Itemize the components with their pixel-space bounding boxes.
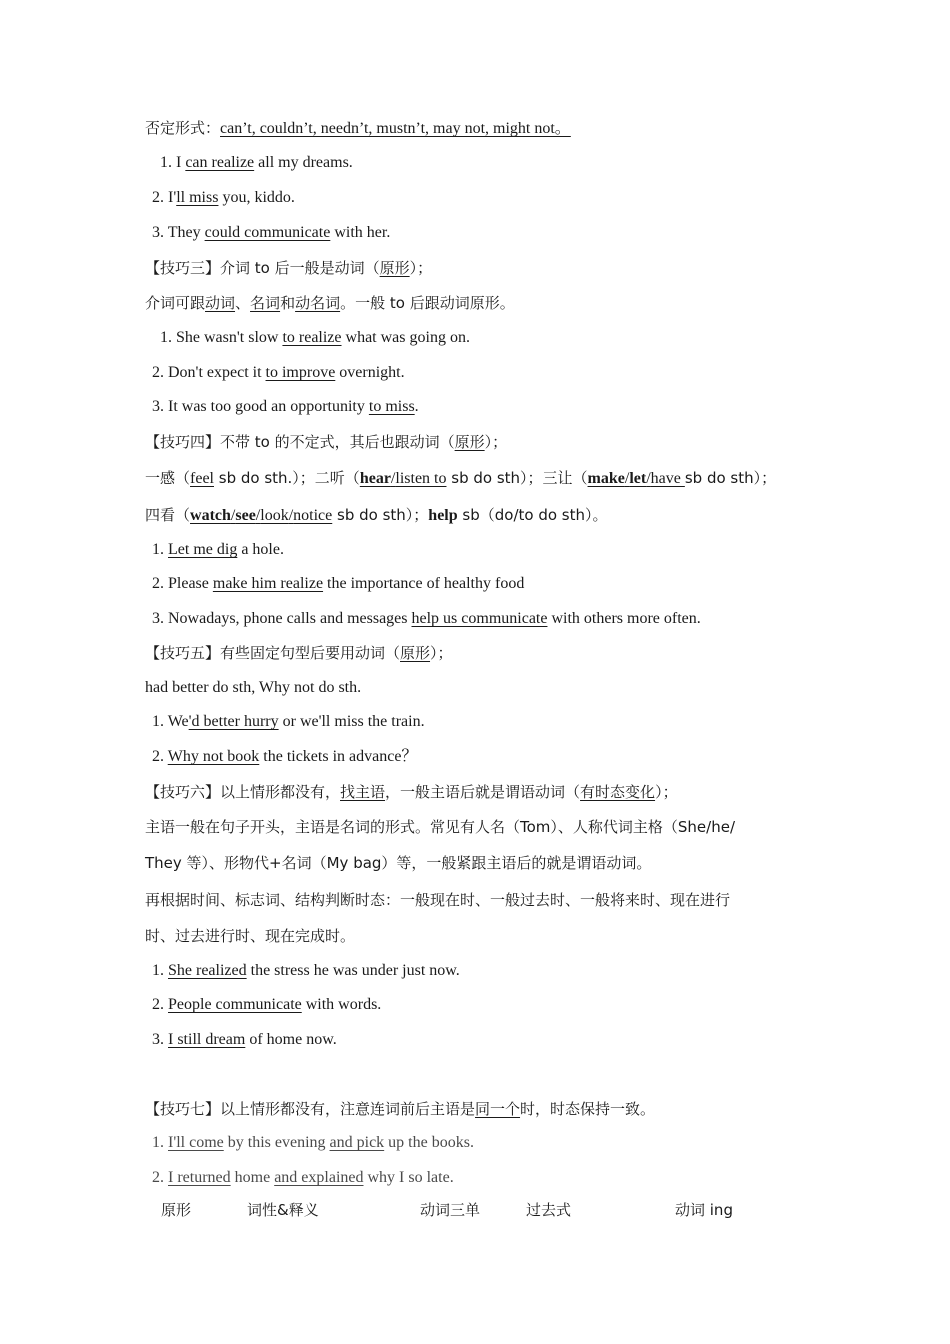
example-underlined: help us communicate <box>411 610 548 627</box>
example-number: 3. It was too good an opportunity <box>152 398 369 415</box>
tip4-heading-text: 【技巧四】不带 to 的不定式，其后也跟动词（ <box>145 433 455 451</box>
header-third-person: 动词三单 <box>420 1201 481 1219</box>
negative-forms: can’t, couldn’t, needn’t, mustn’t, may not, might not。 <box>220 120 571 137</box>
tip5-heading-text: 【技巧五】有些固定句型后要用动词（ <box>145 644 401 662</box>
rule-sep: / <box>288 507 294 524</box>
example-rest: all my dreams. <box>254 154 353 171</box>
tip3-desc-verb: 动词 <box>205 294 236 312</box>
example-number: 2. <box>152 996 168 1013</box>
example-underlined: could communicate <box>204 224 331 241</box>
tip3-heading-underline: 原形 <box>379 259 410 277</box>
rule-text: sb do sth.）；二听（ <box>214 469 360 487</box>
example-number: 2. I' <box>152 189 177 206</box>
example-rest: with others more often. <box>547 610 701 627</box>
example-rest: the stress he was under just now. <box>246 962 460 979</box>
tip6-paragraph-1: 主语一般在句子开头，主语是名词的形式。常见有人名（Tom）、人称代词主格（She/he/ <box>145 818 736 836</box>
header-past-tense: 过去式 <box>526 1201 572 1219</box>
rule-text: 一感（ <box>145 469 191 487</box>
tip3-desc-sep: 和 <box>280 294 296 312</box>
tip4-rule-line-1 <box>145 468 776 489</box>
tip3-desc-sep: 、 <box>235 294 251 312</box>
example-modal-2 <box>152 188 295 208</box>
example-number: 1. We <box>152 713 189 730</box>
tip6-paragraph-2: They 等）、形物代+名词（My bag）等，一般紧跟主语后的就是谓语动词。 <box>145 854 652 872</box>
example-underlined: to miss <box>368 398 415 415</box>
example-modal-1 <box>160 153 353 173</box>
rule-verb: notice <box>293 507 333 524</box>
rule-verb: listen to <box>395 470 447 487</box>
tip3-example-3 <box>152 397 419 417</box>
example-rest: with her. <box>330 224 391 241</box>
example-rest: . <box>414 398 419 415</box>
example-rest: why I so late. <box>363 1169 454 1186</box>
rule-text: sb do sth）； <box>332 506 429 524</box>
rule-sep: / <box>390 470 396 487</box>
example-underlined: She realized <box>168 962 247 979</box>
example-number: 1. <box>152 1134 168 1151</box>
tip5-heading-end: ）； <box>430 644 453 662</box>
example-underlined: and pick <box>329 1134 385 1151</box>
example-rest: up the books. <box>384 1134 474 1151</box>
example-rest: a hole. <box>237 541 284 558</box>
example-rest: the tickets in advance？ <box>259 748 418 765</box>
tip3-example-1 <box>160 328 470 348</box>
tip3-example-2 <box>152 363 405 383</box>
example-underlined: can realize <box>185 154 255 171</box>
tip7-heading-underline: 同一个 <box>475 1100 521 1118</box>
rule-text: sb do sth）； <box>684 469 777 487</box>
tip4-example-2 <box>152 574 524 594</box>
tip6-paragraph-3: 再根据时间、标志词、结构判断时态：一般现在时、一般过去时、一般将来时、现在进行 <box>145 891 731 909</box>
tip4-heading <box>145 432 507 452</box>
rule-verb: have <box>650 470 685 487</box>
example-modal-3 <box>152 223 390 243</box>
example-number: 3. They <box>152 224 205 241</box>
tip6-heading-underline: 找主语 <box>340 783 386 801</box>
tip5-heading <box>145 643 453 663</box>
rule-sep: / <box>624 470 630 487</box>
tip4-rule-line-2 <box>145 505 608 526</box>
header-pos-meaning: 词性&释义 <box>247 1201 319 1219</box>
rule-text: 四看（ <box>145 506 191 524</box>
example-rest: with words. <box>301 996 382 1013</box>
tip7-heading-text: 【技巧七】以上情形都没有，注意连词前后主语是 <box>145 1100 476 1118</box>
example-rest: you, kiddo. <box>218 189 295 206</box>
tip3-desc-noun: 名词 <box>250 294 281 312</box>
tip3-description <box>145 293 515 313</box>
example-underlined: I still dream <box>168 1031 246 1048</box>
tip4-heading-underline: 原形 <box>454 433 485 451</box>
tip4-example-1 <box>152 540 284 560</box>
tip4-heading-end: ）； <box>484 433 508 451</box>
tip6-heading-end: ）； <box>655 783 678 801</box>
tip5-example-2 <box>152 747 417 767</box>
tip7-example-1 <box>152 1133 474 1153</box>
tip5-heading-underline: 原形 <box>400 644 431 662</box>
rule-sep: / <box>255 507 261 524</box>
example-middle: home <box>230 1169 275 1186</box>
rule-verb: make <box>587 470 625 487</box>
tip3-heading-end: ）； <box>409 259 433 277</box>
tip7-example-2 <box>152 1168 454 1188</box>
tip7-heading-end: 时，时态保持一致。 <box>520 1100 656 1118</box>
example-underlined: to realize <box>282 329 342 346</box>
tip3-desc-end: 。一般 to 后跟动词原形。 <box>340 294 515 312</box>
negative-forms-line <box>145 118 571 139</box>
example-number: 1. I <box>160 154 186 171</box>
tip6-heading-text: 【技巧六】以上情形都没有， <box>145 783 341 801</box>
tip6-paragraph-4: 时、过去进行时、现在完成时。 <box>145 927 356 945</box>
rule-verb: look <box>260 507 289 524</box>
tip7-heading <box>145 1099 655 1119</box>
example-rest: what was going on. <box>341 329 470 346</box>
tip5-example-1 <box>152 712 425 732</box>
example-underlined: Let me dig <box>168 541 238 558</box>
example-number: 2. <box>152 1169 168 1186</box>
rule-sep: / <box>646 470 651 487</box>
example-underlined: Why not book <box>167 748 260 765</box>
example-number: 2. Don't expect it <box>152 364 266 381</box>
tip6-example-2 <box>152 995 381 1015</box>
rule-verb: let <box>629 470 647 487</box>
rule-verb-help: help <box>428 507 458 524</box>
tip6-heading <box>145 782 678 802</box>
rule-text: sb do sth）；三让（ <box>446 469 588 487</box>
tip3-heading-text: 【技巧三】介词 to 后一般是动词（ <box>145 259 380 277</box>
example-middle: by this evening <box>223 1134 330 1151</box>
example-underlined: 'd better hurry <box>188 713 279 730</box>
example-underlined: I'll come <box>168 1134 224 1151</box>
example-rest: the importance of healthy food <box>323 575 525 592</box>
example-number: 1. <box>152 541 168 558</box>
tip6-heading-text: ，一般主语后就是谓语动词（ <box>385 783 581 801</box>
tip3-desc-text: 介词可跟 <box>145 294 206 312</box>
tip3-desc-gerund: 动名词 <box>295 294 341 312</box>
example-rest: overnight. <box>335 364 405 381</box>
header-base-form: 原形 <box>161 1201 192 1219</box>
example-underlined: make him realize <box>212 575 324 592</box>
example-underlined: People communicate <box>168 996 302 1013</box>
rule-verb: feel <box>190 470 214 487</box>
example-underlined: ll miss <box>176 189 219 206</box>
rule-text: sb（do/to do sth）。 <box>457 506 608 524</box>
example-rest: or we'll miss the train. <box>278 713 425 730</box>
example-number: 3. <box>152 1031 168 1048</box>
rule-verb: hear <box>359 470 391 487</box>
tip6-heading-underline: 有时态变化 <box>580 783 656 801</box>
tip4-example-3 <box>152 609 701 629</box>
example-number: 2. Please <box>152 575 213 592</box>
tip5-description: had better do sth, Why not do sth. <box>145 679 362 696</box>
header-ing-form: 动词 ing <box>675 1201 733 1219</box>
tip6-example-1 <box>152 961 460 981</box>
example-underlined: I returned <box>168 1169 231 1186</box>
example-number: 1. <box>152 962 168 979</box>
rule-sep: / <box>230 507 236 524</box>
rule-verb: watch <box>190 507 231 524</box>
example-underlined: to improve <box>265 364 336 381</box>
example-number: 3. Nowadays, phone calls and messages <box>152 610 412 627</box>
rule-verb: see <box>235 507 256 524</box>
example-underlined: and explained <box>274 1169 364 1186</box>
tip3-heading <box>145 258 432 278</box>
negative-label: 否定形式： <box>145 119 221 137</box>
example-rest: of home now. <box>245 1031 337 1048</box>
example-number: 2. <box>152 748 168 765</box>
tip6-example-3 <box>152 1030 337 1050</box>
example-number: 1. She wasn't slow <box>160 329 283 346</box>
